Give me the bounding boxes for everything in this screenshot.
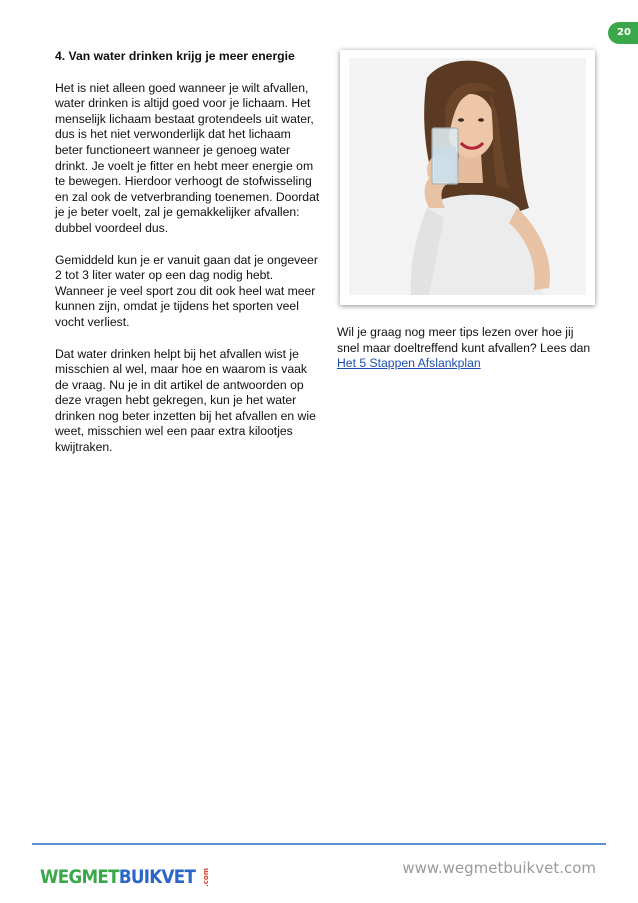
- website-url: www.wegmetbuikvet.com: [402, 859, 596, 877]
- footer-divider: [32, 843, 606, 845]
- paragraph-conclusion: Dat water drinken helpt bij het afvallen wist je misschien al wel, maar hoe en waarom is vaak de vraag. Nu je in dit artikel de antwoorden op deze vragen hebt gekregen, kun je het water drinken nog beter inzetten bij het afvallen en wie weet, misschien wel een paar extra kilootjes kwijtraken.: [55, 346, 316, 455]
- photo-frame: [340, 50, 595, 305]
- logo-text-part2: BUIKVET: [118, 866, 196, 888]
- afslankplan-link[interactable]: Het 5 Stappen Afslankplan: [337, 356, 481, 371]
- woman-with-water-glass-photo: [349, 58, 586, 295]
- logo-text-part1: WEGMET: [40, 866, 119, 888]
- paragraph-energy: Het is niet alleen goed wanneer je wilt afvallen, water drinken is altijd goed voor je lichaam. Het menselijk lichaam bestaat grotendeels uit water, dus is het niet verwonderlijk dat het lichaam beter functioneert wanneer je genoeg water drinkt. Je voelt je fitter en hebt meer energie om te bewegen. Hierdoor verhoogt de stofwisseling en zal ook de vetverbranding toenemen. Doordat je je beter voelt, zal je gemakkelijker afvallen: dubbel voordeel dus.: [55, 80, 320, 235]
- article-column: [55, 49, 320, 472]
- brand-logo: [40, 858, 210, 888]
- logo-suffix: .com: [202, 868, 211, 887]
- section-heading: 4. Van water drinken krijg je meer energie: [55, 49, 295, 63]
- cta-sentence: Wil je graag nog meer tips lezen over hoe jij snel maar doeltreffend kunt afvallen? Lees dan: [337, 325, 591, 355]
- page-number-badge: 20: [608, 22, 638, 44]
- paragraph-amount: Gemiddeld kun je er vanuit gaan dat je ongeveer 2 tot 3 liter water op een dag nodig hebt. Wanneer je veel sport zou dit ook heel wat meer kunnen zijn, omdat je tijdens het sporten veel vocht verliest.: [55, 252, 318, 329]
- cta-text: [337, 325, 599, 372]
